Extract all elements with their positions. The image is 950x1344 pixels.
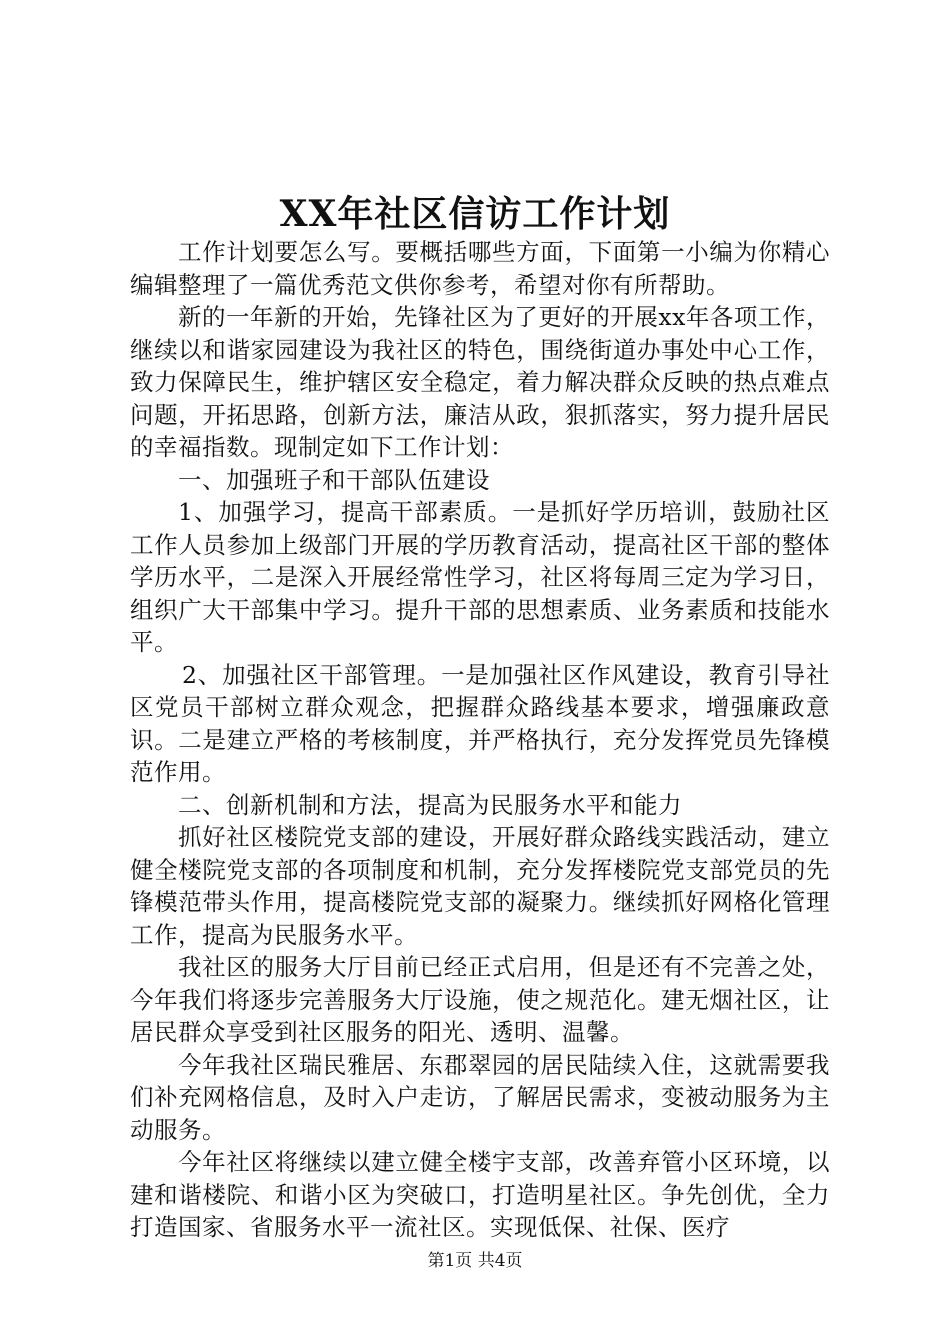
paragraph-item-2: 2、加强社区干部管理。一是加强社区作风建设，教育引导社区党员干部树立群众观念，把握群众路线基本要求，增强廉政意识。二是建立严格的考核制度，并严格执行，充分发挥党员先锋模范作用。 bbox=[130, 660, 830, 786]
document-body bbox=[130, 236, 830, 1244]
section-heading-1: 一、加强班子和干部队伍建设 bbox=[178, 465, 490, 494]
paragraph-overview: 新的一年新的开始，先锋社区为了更好的开展xx年各项工作，继续以和谐家园建设为我社区的特色，围绕街道办事处中心工作，致力保障民生，维护辖区安全稳定，着力解决群众反映的热点难点问题，开拓思路，创新方法，廉洁从政，狠抓落实，努力提升居民的幸福指数。现制定如下工作计划： bbox=[130, 303, 830, 461]
document-title: XX年社区信访工作计划 bbox=[279, 193, 671, 235]
paragraph-service-hall: 我社区的服务大厅目前已经正式启用，但是还有不完善之处，今年我们将逐步完善服务大厅设施，使之规范化。建无烟社区，让居民群众享受到社区服务的阳光、透明、温馨。 bbox=[130, 953, 830, 1046]
paragraph-party-branch: 抓好社区楼院党支部的建设，开展好群众路线实践活动，建立健全楼院党支部的各项制度和机制，充分发挥楼院党支部党员的先锋模范带头作用，提高楼院党支部的凝聚力。继续抓好网格化管理工作，提高为民服务水平。 bbox=[130, 823, 830, 949]
section-heading-2: 二、创新机制和方法，提高为民服务水平和能力 bbox=[178, 790, 682, 819]
paragraph-intro: 工作计划要怎么写。要概括哪些方面，下面第一小编为你精心编辑整理了一篇优秀范文供你参考，希望对你有所帮助。 bbox=[130, 238, 830, 299]
page-footer: 第1页 共4页 bbox=[427, 1251, 523, 1271]
paragraph-item-1: 1、加强学习，提高干部素质。一是抓好学历培训，鼓励社区工作人员参加上级部门开展的学历教育活动，提高社区干部的整体学历水平，二是深入开展经常性学习，社区将每周三定为学习日，组织广大干部集中学习。提升干部的思想素质、业务素质和技能水平。 bbox=[130, 498, 830, 656]
paragraph-new-residents: 今年我社区瑞民雅居、东郡翠园的居民陆续入住，这就需要我们补充网格信息，及时入户走访，了解居民需求，变被动服务为主动服务。 bbox=[130, 1050, 830, 1144]
paragraph-community-goals: 今年社区将继续以建立健全楼宇支部，改善弃管小区环境，以建和谐楼院、和谐小区为突破口，打造明星社区。争先创优，全力打造国家、省服务水平一流社区。实现低保、社保、医疗 bbox=[130, 1148, 830, 1241]
